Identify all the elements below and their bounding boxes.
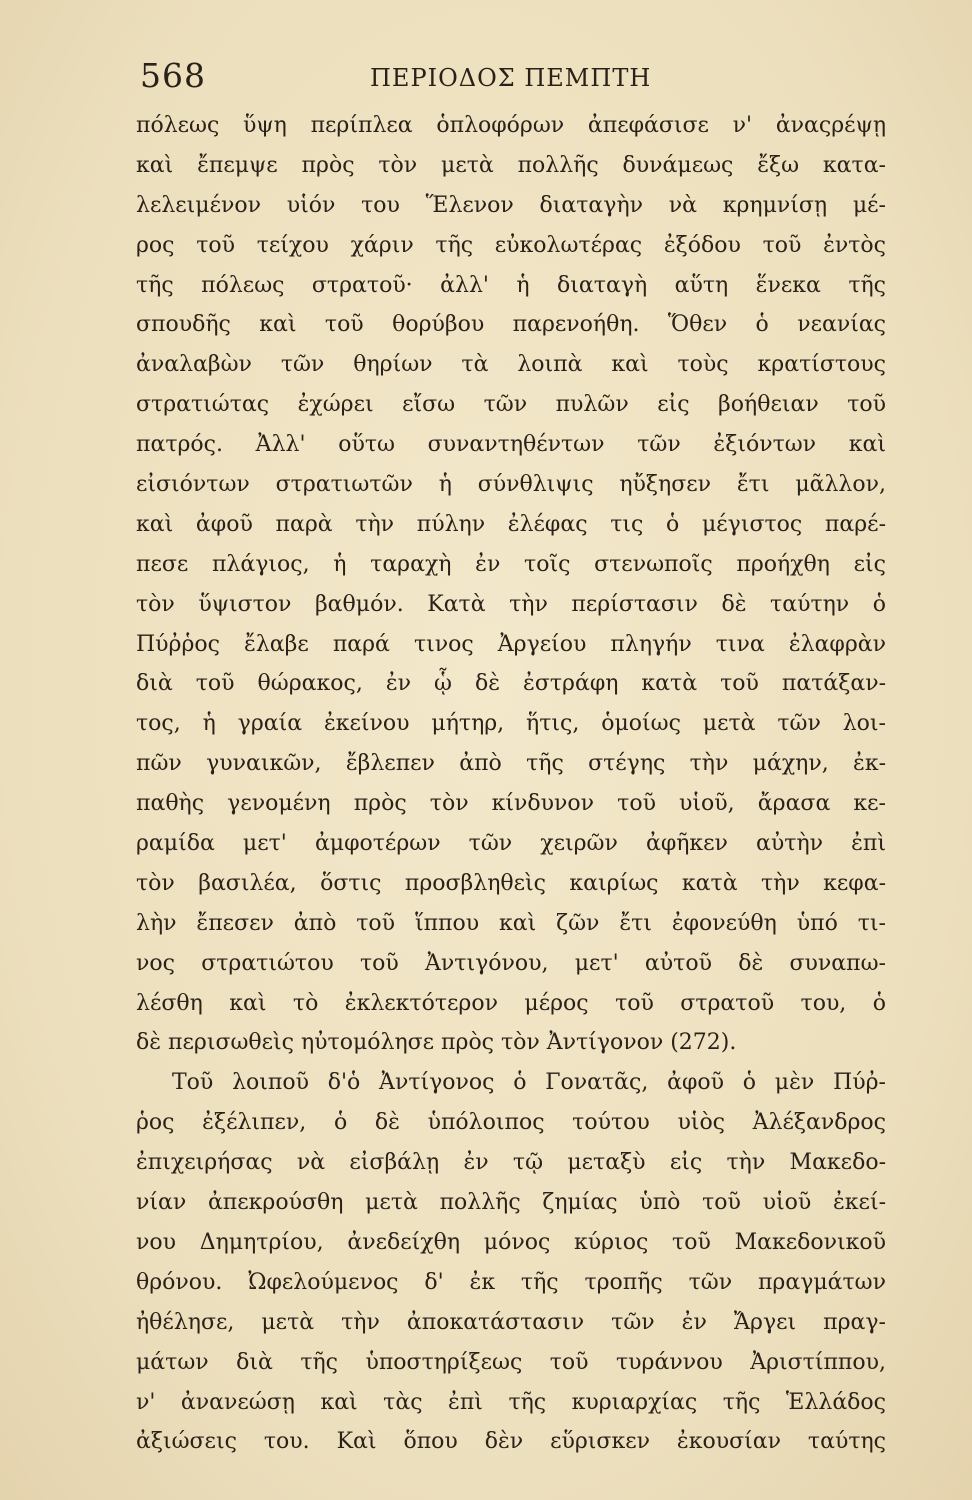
text-line: καὶ ἀφοῦ παρὰ τὴν πύλην ἐλέφας τις ὁ μέγιστος παρέ- — [136, 511, 886, 537]
text-line: ἀξιώσεις του. Καὶ ὅπου δὲν εὕρισκεν ἐκουσίαν ταύτης — [136, 1429, 886, 1455]
text-line: τὸν ὕψιστον βαθμόν. Κατὰ τὴν περίστασιν δὲ ταύτην ὁ — [136, 591, 886, 617]
text-line: διὰ τοῦ θώρακος, ἐν ᾧ δὲ ἐστράφη κατὰ τοῦ πατάξαν- — [136, 671, 886, 697]
running-title: ΠΕΡΙΟΔΟΣ ΠΕΜΠΤΗ — [370, 64, 652, 92]
text-line: θρόνου. Ὠφελούμενος δ' ἐκ τῆς τροπῆς τῶν πραγμάτων — [136, 1269, 886, 1295]
text-line: λελειμένον υἱόν του Ἕλενον διαταγὴν νὰ κρημνίσῃ μέ- — [136, 192, 886, 218]
paragraph — [136, 1063, 886, 1462]
text-line: πῶν γυναικῶν, ἔβλεπεν ἀπὸ τῆς στέγης τὴν μάχην, ἐκ- — [136, 751, 886, 777]
text-line: Πύῤῥος ἔλαβε παρά τινος Ἀργείου πληγήν τινα ἐλαφρὰν — [136, 631, 886, 657]
text-line: παθὴς γενομένη πρὸς τὸν κίνδυνον τοῦ υἱοῦ, ἄρασα κε- — [136, 791, 886, 817]
text-line: ν' ἀνανεώσῃ καὶ τὰς ἐπὶ τῆς κυριαρχίας τῆς Ἑλλάδος — [136, 1389, 886, 1415]
text-line: καὶ ἔπεμψε πρὸς τὸν μετὰ πολλῆς δυνάμεως ἔξω κατα- — [136, 152, 886, 178]
text-line: λὴν ἔπεσεν ἀπὸ τοῦ ἵππου καὶ ζῶν ἔτι ἐφονεύθη ὑπό τι- — [136, 910, 886, 936]
text-line: τος, ἡ γραία ἐκείνου μήτηρ, ἥτις, ὁμοίως μετὰ τῶν λοι- — [136, 711, 886, 737]
text-line: νος στρατιώτου τοῦ Ἀντιγόνου, μετ' αὐτοῦ δὲ συναπω- — [136, 950, 886, 976]
text-line: πατρός. Ἀλλ' οὕτω συναντηθέντων τῶν ἐξιόντων καὶ — [136, 432, 886, 458]
text-line: πεσε πλάγιος, ἡ ταραχὴ ἐν τοῖς στενωποῖς προήχθη εἰς — [136, 551, 886, 577]
text-line: στρατιώτας ἐχώρει εἴσω τῶν πυλῶν εἰς βοήθειαν τοῦ — [136, 392, 886, 418]
text-line: ῥος ἐξέλιπεν, ὁ δὲ ὑπόλοιπος τούτου υἱὸς Ἀλέξανδρος — [136, 1110, 886, 1136]
text-line: Τοῦ λοιποῦ δ'ὁ Ἀντίγονος ὁ Γονατᾶς, ἀφοῦ ὁ μὲν Πύῤ- — [172, 1070, 886, 1096]
text-line: ἐπιχειρήσας νὰ εἰσβάλῃ ἐν τῷ μεταξὺ εἰς τὴν Μακεδο- — [136, 1150, 886, 1176]
text-line: δὲ περισωθεὶς ηὐτομόλησε πρὸς τὸν Ἀντίγονον (272). — [136, 1030, 737, 1056]
text-line: ἀναλαβὼν τῶν θηρίων τὰ λοιπὰ καὶ τοὺς κρατίστους — [136, 352, 886, 378]
text-line: εἰσιόντων στρατιωτῶν ἡ σύνθλιψις ηὔξησεν ἔτι μᾶλλον, — [136, 472, 886, 498]
page-number: 568 — [140, 56, 206, 95]
text-line: νίαν ἀπεκρούσθη μετὰ πολλῆς ζημίας ὑπὸ τοῦ υἱοῦ ἐκεί- — [136, 1190, 886, 1216]
body-text — [136, 106, 886, 1462]
paragraph — [136, 106, 886, 1063]
text-line: πόλεως ὕψη περίπλεα ὁπλοφόρων ἀπεφάσισε ν' ἀναςρέψῃ — [136, 113, 886, 138]
text-line: τὸν βασιλέα, ὅστις προσβληθεὶς καιρίως κατὰ τὴν κεφα- — [136, 870, 886, 896]
text-line: ἠθέλησε, μετὰ τὴν ἀποκατάστασιν τῶν ἐν Ἄργει πραγ- — [136, 1309, 886, 1335]
text-line: ραμίδα μετ' ἀμφοτέρων τῶν χειρῶν ἀφῆκεν αὐτὴν ἐπὶ — [136, 831, 886, 857]
text-line: σπουδῆς καὶ τοῦ θορύβου παρενοήθη. Ὅθεν ὁ νεανίας — [136, 312, 886, 338]
text-line: μάτων διὰ τῆς ὑποστηρίξεως τοῦ τυράννου Ἀριστίππου, — [136, 1349, 886, 1375]
text-line: νου Δημητρίου, ἀνεδείχθη μόνος κύριος τοῦ Μακεδονικοῦ — [136, 1229, 886, 1255]
text-line: τῆς πόλεως στρατοῦ· ἀλλ' ἡ διαταγὴ αὕτη ἕνεκα τῆς — [136, 272, 886, 298]
text-line: λέσθη καὶ τὸ ἐκλεκτότερον μέρος τοῦ στρατοῦ του, ὁ — [136, 990, 886, 1016]
text-line: ρος τοῦ τείχου χάριν τῆς εὐκολωτέρας ἐξόδου τοῦ ἐντὸς — [136, 232, 886, 258]
page-header — [140, 56, 890, 106]
